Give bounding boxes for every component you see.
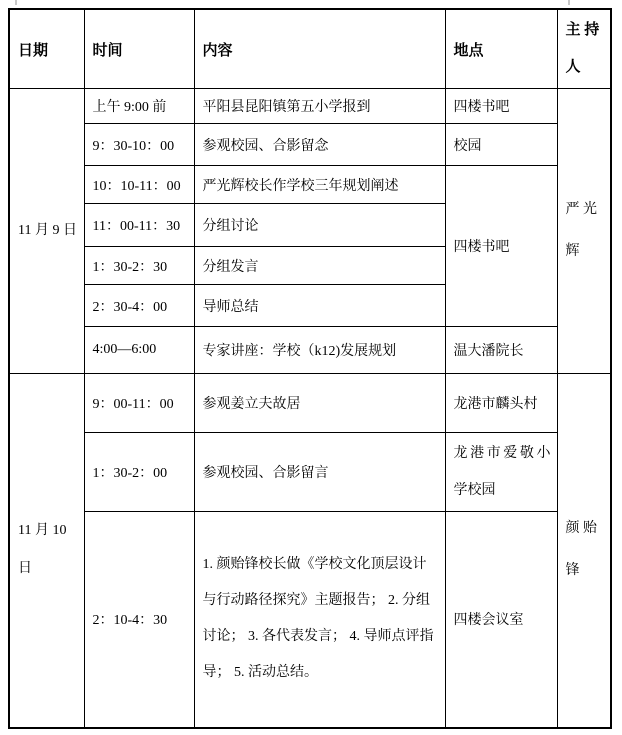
date-cell-nov9: 11 月 9 日 xyxy=(9,89,84,374)
content-cell: 参观姜立夫故居 xyxy=(194,374,445,433)
time-cell: 1：30-2：30 xyxy=(84,247,194,285)
table-row xyxy=(9,374,611,433)
content-cell: 平阳县昆阳镇第五小学报到 xyxy=(194,89,445,124)
time-cell: 2：10-4：30 xyxy=(84,512,194,728)
content-cell: 导师总结 xyxy=(194,285,445,327)
header-location: 地点 xyxy=(445,9,557,89)
time-cell: 2：30-4：00 xyxy=(84,285,194,327)
time-cell: 9：30-10：00 xyxy=(84,124,194,166)
header-date: 日期 xyxy=(9,9,84,89)
table-row xyxy=(9,89,611,124)
location-cell-merged: 四楼书吧 xyxy=(445,166,557,327)
content-cell: 参观校园、合影留言 xyxy=(194,433,445,512)
ruler-tick xyxy=(15,0,17,5)
location-cell: 四楼书吧 xyxy=(445,89,557,124)
time-cell: 9：00-11：00 xyxy=(84,374,194,433)
table-header-row xyxy=(9,9,611,89)
table-row xyxy=(9,124,611,166)
header-content: 内容 xyxy=(194,9,445,89)
time-cell: 上午 9:00 前 xyxy=(84,89,194,124)
table-row xyxy=(9,512,611,728)
content-cell: 专家讲座：学校（k12)发展规划 xyxy=(194,327,445,374)
table-row xyxy=(9,166,611,204)
header-host: 主 持 人 xyxy=(557,9,611,89)
host-cell-nov9: 严 光 辉 xyxy=(557,89,611,374)
time-cell: 11：00-11：30 xyxy=(84,204,194,247)
content-cell-agenda: 1. 颜贻锋校长做《学校文化顶层设计与行动路径探究》主题报告； 2. 分组讨论； 3. 各代表发言； 4. 导师点评指导； 5. 活动总结。 xyxy=(194,512,445,728)
location-cell: 四楼会议室 xyxy=(445,512,557,728)
schedule-table xyxy=(8,8,612,729)
time-cell: 1：30-2：00 xyxy=(84,433,194,512)
content-cell: 分组讨论 xyxy=(194,204,445,247)
location-cell: 温大潘院长 xyxy=(445,327,557,374)
table-row xyxy=(9,327,611,374)
host-cell-nov10: 颜 贻 锋 xyxy=(557,374,611,728)
table-row xyxy=(9,433,611,512)
date-cell-nov10: 11 月 10 日 xyxy=(9,374,84,728)
header-time: 时间 xyxy=(84,9,194,89)
ruler-tick xyxy=(568,0,570,5)
time-cell: 4:00—6:00 xyxy=(84,327,194,374)
content-cell: 参观校园、合影留念 xyxy=(194,124,445,166)
location-cell: 龙港市爱敬小学校园 xyxy=(445,433,557,512)
content-cell: 分组发言 xyxy=(194,247,445,285)
time-cell: 10：10-11：00 xyxy=(84,166,194,204)
content-cell: 严光辉校长作学校三年规划阐述 xyxy=(194,166,445,204)
location-cell: 校园 xyxy=(445,124,557,166)
location-cell: 龙港市麟头村 xyxy=(445,374,557,433)
